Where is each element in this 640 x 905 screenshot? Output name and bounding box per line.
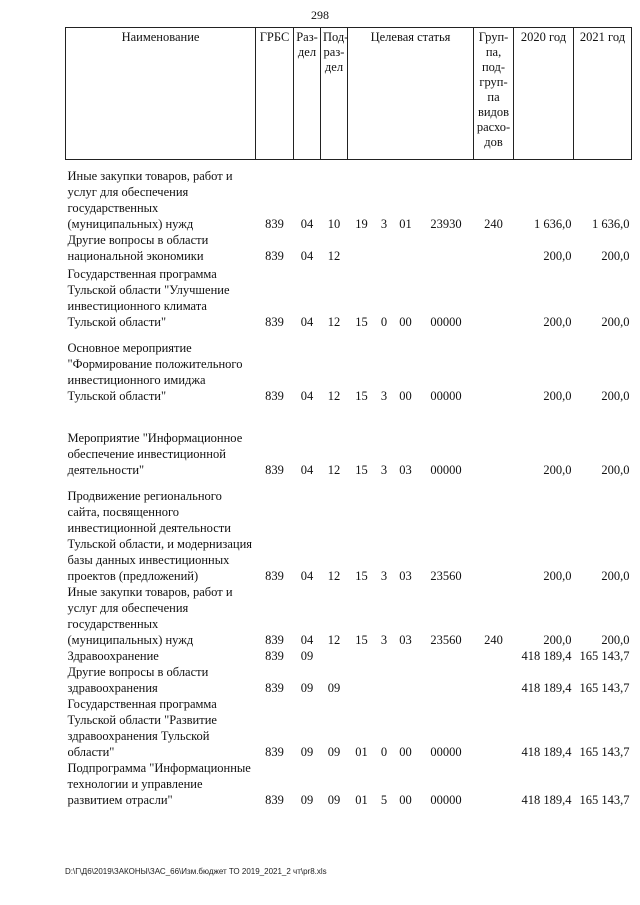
cell-grbs: 839	[265, 744, 284, 759]
cell-t1: 15	[355, 632, 368, 647]
cell-y2021: 200,0	[601, 568, 630, 583]
table-row	[66, 404, 632, 478]
header-target-article: Целевая статья	[348, 28, 474, 160]
cell-t2: 5	[380, 792, 388, 807]
cell-pr: 10	[327, 216, 341, 231]
cell-y2021: 165 143,7	[579, 680, 630, 695]
cell-vr	[474, 696, 514, 760]
header-row	[66, 28, 632, 160]
table-row	[66, 160, 632, 232]
cell-y2020: 200,0	[543, 632, 572, 647]
cell-rz: 09	[300, 744, 314, 759]
cell-t2: 0	[380, 744, 388, 759]
cell-vr	[474, 478, 514, 584]
cell-pr: 12	[327, 388, 341, 403]
cell-pr: 09	[327, 744, 341, 759]
cell-rz: 09	[300, 680, 314, 695]
table-row	[66, 696, 632, 760]
cell-vr	[474, 404, 514, 478]
cell-t4: 00000	[430, 388, 462, 403]
cell-vr: 240	[484, 216, 503, 231]
cell-name: Иные закупки товаров, работ и услуг для обеспечения государственных (муниципальных) нужд	[67, 168, 233, 231]
cell-grbs: 839	[265, 648, 284, 663]
table-row	[66, 478, 632, 584]
cell-y2020: 418 189,4	[521, 680, 572, 695]
cell-name: Государственная программа Тульской области "Улучшение инвестиционного климата Тульской области"	[67, 266, 230, 329]
cell-t3	[393, 648, 419, 664]
cell-pr	[321, 648, 348, 664]
cell-t2: 0	[380, 314, 388, 329]
cell-vr	[474, 232, 514, 264]
budget-table	[65, 27, 632, 808]
cell-grbs: 839	[265, 314, 284, 329]
cell-y2020: 1 636,0	[534, 216, 572, 231]
cell-rz: 09	[300, 648, 314, 663]
cell-t4: 00000	[430, 792, 462, 807]
cell-t3: 03	[399, 632, 412, 647]
cell-t2: 3	[380, 632, 388, 647]
header-grbs: ГРБС	[256, 28, 294, 160]
cell-t2: 3	[380, 216, 388, 231]
cell-y2021: 200,0	[601, 248, 630, 263]
cell-name: Продвижение регионального сайта, посвященного инвестиционной деятельности Тульской области, и модернизация базы данных инвестиционных проектов (предложений)	[67, 488, 253, 583]
header-name: Наименование	[66, 28, 256, 160]
cell-rz: 04	[300, 568, 314, 583]
cell-vr	[474, 330, 514, 404]
cell-t2	[376, 648, 393, 664]
cell-t1	[348, 648, 376, 664]
cell-pr: 12	[327, 248, 341, 263]
cell-y2021: 1 636,0	[592, 216, 630, 231]
cell-grbs: 839	[265, 680, 284, 695]
cell-t4: 00000	[430, 744, 462, 759]
cell-t3: 00	[399, 792, 412, 807]
header-2021: 2021 год	[574, 28, 632, 160]
cell-rz: 04	[300, 216, 314, 231]
cell-y2020: 200,0	[543, 314, 572, 329]
cell-t1: 15	[355, 388, 368, 403]
cell-t1	[348, 232, 376, 264]
cell-rz: 04	[300, 388, 314, 403]
cell-grbs: 839	[265, 462, 284, 477]
cell-t3: 03	[399, 568, 412, 583]
cell-t3: 00	[399, 744, 412, 759]
cell-grbs: 839	[265, 248, 284, 263]
cell-t3: 00	[399, 388, 412, 403]
cell-t4: 23930	[430, 216, 462, 231]
cell-y2020: 200,0	[543, 248, 572, 263]
cell-t1: 01	[355, 792, 368, 807]
table-row	[66, 584, 632, 648]
cell-name: Основное мероприятие "Формирование положительного инвестиционного имиджа Тульской области"	[67, 340, 243, 403]
cell-name: Другие вопросы в области национальной экономики	[67, 232, 209, 263]
cell-t1	[348, 664, 376, 696]
table-row	[66, 760, 632, 808]
cell-t1: 15	[355, 568, 368, 583]
header-razdel: Раз-дел	[294, 28, 321, 160]
table-row	[66, 648, 632, 664]
cell-rz: 04	[300, 632, 314, 647]
cell-y2020: 200,0	[543, 462, 572, 477]
cell-vr	[474, 264, 514, 330]
cell-grbs: 839	[265, 568, 284, 583]
table-row	[66, 232, 632, 264]
cell-t4: 23560	[430, 632, 462, 647]
cell-name: Мероприятие "Информационное обеспечение инвестиционной деятельности"	[67, 430, 243, 477]
cell-t2: 3	[380, 568, 388, 583]
cell-t3: 01	[399, 216, 412, 231]
cell-vr	[474, 760, 514, 808]
cell-y2020: 418 189,4	[521, 744, 572, 759]
cell-vr: 240	[484, 632, 503, 647]
table-row	[66, 264, 632, 330]
header-expense-group: Груп-па, под-груп-па видов расхо-дов	[474, 28, 514, 160]
cell-y2021: 200,0	[601, 388, 630, 403]
cell-y2021: 200,0	[601, 462, 630, 477]
table-row	[66, 664, 632, 696]
cell-t4: 00000	[430, 462, 462, 477]
page-number: 298	[311, 8, 329, 22]
cell-t3: 03	[399, 462, 412, 477]
cell-name: Подпрограмма "Информационные технологии и управление развитием отрасли"	[67, 760, 251, 807]
header-podrazdel: Под-раз-дел	[321, 28, 348, 160]
file-path-footer: D:\Г\Д6\2019\ЗАКОНЫ\ЗАС_66\Изм.бюджет ТО 2019_2021_2 чт\pr8.xls	[65, 867, 327, 876]
cell-y2020: 200,0	[543, 568, 572, 583]
cell-rz: 09	[300, 792, 314, 807]
cell-name: Здравоохранение	[67, 648, 159, 663]
cell-pr: 12	[327, 314, 341, 329]
cell-y2020: 418 189,4	[521, 648, 572, 663]
cell-pr: 12	[327, 632, 341, 647]
cell-y2021: 165 143,7	[579, 744, 630, 759]
cell-t2	[376, 664, 393, 696]
cell-pr: 09	[327, 680, 341, 695]
cell-t1: 01	[355, 744, 368, 759]
cell-rz: 04	[300, 248, 314, 263]
cell-t2: 3	[380, 462, 388, 477]
cell-pr: 12	[327, 568, 341, 583]
cell-y2021: 200,0	[601, 632, 630, 647]
cell-grbs: 839	[265, 792, 284, 807]
cell-name: Другие вопросы в области здравоохранения	[67, 664, 209, 695]
cell-t3	[393, 232, 419, 264]
cell-vr	[474, 648, 514, 664]
cell-t4	[419, 664, 474, 696]
cell-y2021: 165 143,7	[579, 648, 630, 663]
cell-t4: 23560	[430, 568, 462, 583]
cell-rz: 04	[300, 462, 314, 477]
cell-t1: 15	[355, 314, 368, 329]
cell-y2020: 418 189,4	[521, 792, 572, 807]
cell-y2021: 165 143,7	[579, 792, 630, 807]
cell-name: Иные закупки товаров, работ и услуг для обеспечения государственных (муниципальных) нужд	[67, 584, 233, 647]
cell-vr	[474, 664, 514, 696]
cell-pr: 12	[327, 462, 341, 477]
cell-grbs: 839	[265, 388, 284, 403]
cell-pr: 09	[327, 792, 341, 807]
cell-t2	[376, 232, 393, 264]
cell-t3: 00	[399, 314, 412, 329]
cell-t2: 3	[380, 388, 388, 403]
cell-t1: 19	[355, 216, 368, 231]
cell-grbs: 839	[265, 632, 284, 647]
cell-t3	[393, 664, 419, 696]
cell-y2020: 200,0	[543, 388, 572, 403]
cell-y2021: 200,0	[601, 314, 630, 329]
cell-grbs: 839	[265, 216, 284, 231]
cell-name: Государственная программа Тульской области "Развитие здравоохранения Тульской области"	[67, 696, 217, 759]
cell-t1: 15	[355, 462, 368, 477]
header-2020: 2020 год	[514, 28, 574, 160]
cell-t4: 00000	[430, 314, 462, 329]
cell-t4	[419, 232, 474, 264]
cell-rz: 04	[300, 314, 314, 329]
cell-t4	[419, 648, 474, 664]
table-row	[66, 330, 632, 404]
